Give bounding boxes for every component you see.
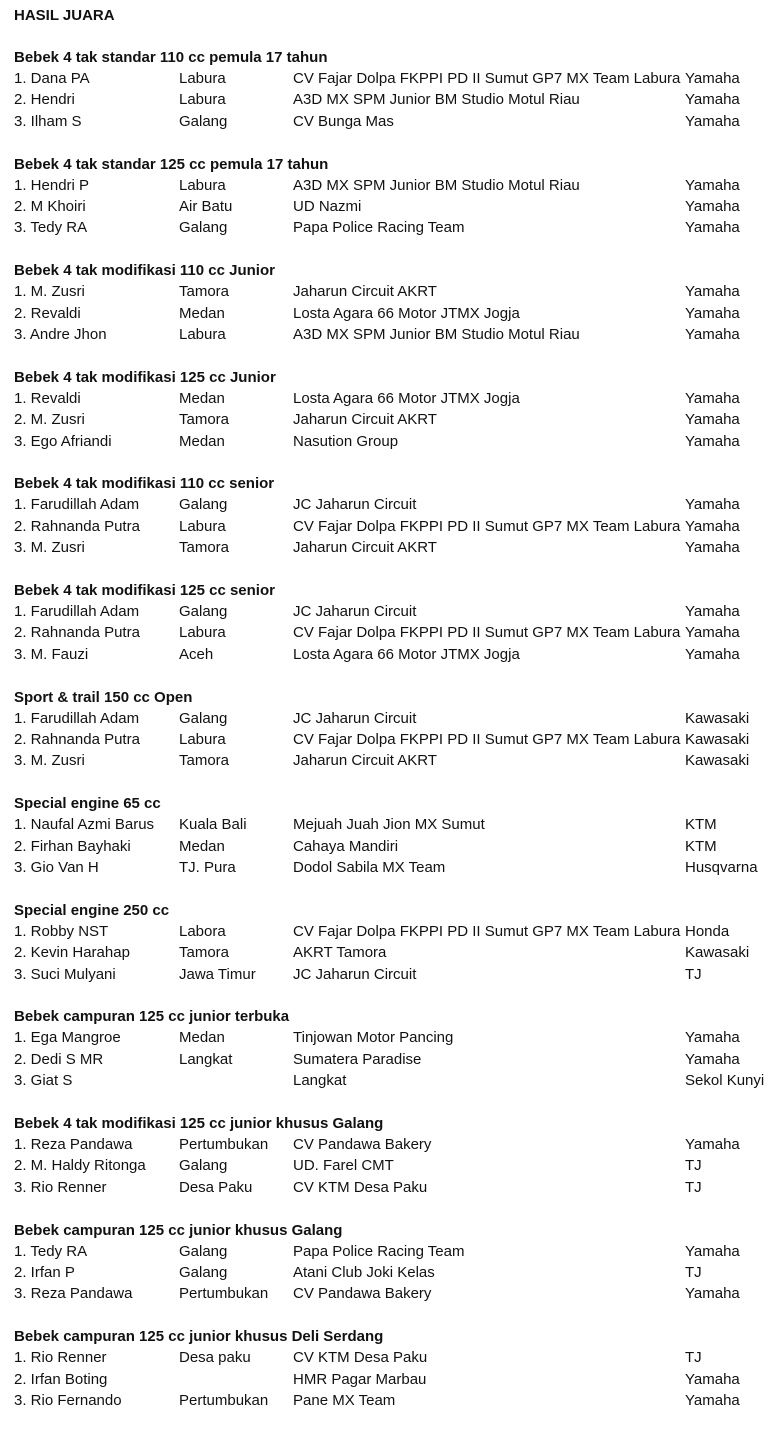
rider-origin: Tamora (179, 752, 230, 770)
result-row (14, 281, 774, 302)
motorcycle-brand: KTM (685, 837, 717, 855)
motorcycle-brand: Yamaha (685, 1370, 740, 1388)
motorcycle-brand: Yamaha (685, 197, 740, 215)
rider-team: Papa Police Racing Team (293, 1242, 465, 1260)
motorcycle-brand: Yamaha (685, 432, 740, 450)
result-row (14, 1390, 774, 1411)
rider-team: Mejuah Juah Jion MX Sumut (293, 816, 485, 834)
rider-name: 3. Giat S (14, 1072, 73, 1090)
result-row (14, 1049, 774, 1070)
result-row (14, 89, 774, 110)
result-row (14, 942, 774, 963)
category-block (14, 473, 774, 558)
result-row (14, 857, 774, 878)
rider-name: 1. Dana PA (14, 70, 90, 87)
motorcycle-brand: TJ (685, 1349, 702, 1367)
rider-name: 2. Irfan Boting (14, 1370, 108, 1388)
rider-name: 2. M Khoiri (14, 197, 86, 215)
rider-origin: Pertumbukan (179, 1136, 269, 1153)
rider-origin: Galang (179, 1157, 228, 1175)
result-row (14, 1283, 774, 1304)
category-block (14, 580, 774, 665)
rider-team: Cahaya Mandiri (293, 837, 399, 855)
rider-origin: Pertumbukan (179, 1285, 269, 1303)
rider-team: JC Jaharun Circuit (293, 709, 417, 727)
category-title: Bebek 4 tak modifikasi 125 cc Junior (14, 368, 276, 386)
category-title: Bebek campuran 125 cc junior khusus Deli Serdang (14, 1328, 384, 1346)
rider-team: Tinjowan Motor Pancing (293, 1029, 454, 1047)
motorcycle-brand: Yamaha (685, 1391, 740, 1409)
rider-team: A3D MX SPM Junior BM Studio Motul Riau (293, 325, 580, 343)
rider-team: Langkat (293, 1072, 347, 1090)
rider-origin: Desa Paku (179, 1178, 253, 1196)
result-row (14, 729, 774, 750)
motorcycle-brand: Yamaha (685, 603, 740, 620)
category-block (14, 793, 774, 878)
rider-origin: Tamora (179, 283, 230, 301)
rider-name: 2. Firhan Bayhaki (14, 837, 131, 855)
result-row (14, 708, 774, 729)
rider-origin: Galang (179, 496, 228, 514)
motorcycle-brand: Yamaha (685, 539, 740, 557)
motorcycle-brand: Yamaha (685, 70, 740, 87)
category-title: Bebek 4 tak modifikasi 110 cc senior (14, 475, 275, 493)
category-title: Bebek 4 tak standar 125 cc pemula 17 tahun (14, 155, 329, 173)
rider-name: 1. Tedy RA (14, 1242, 88, 1260)
rider-team: UD Nazmi (293, 197, 362, 215)
motorcycle-brand: Yamaha (685, 517, 740, 535)
motorcycle-brand: Yamaha (685, 389, 740, 407)
rider-team: Jaharun Circuit AKRT (293, 411, 437, 429)
rider-team: CV Fajar Dolpa FKPPI PD II Sumut GP7 MX Team Labura (293, 922, 681, 940)
rider-name: 2. Rahnanda Putra (14, 730, 140, 748)
result-row (14, 1070, 774, 1091)
category-block (14, 47, 774, 132)
motorcycle-brand: Yamaha (685, 283, 740, 301)
category-block (14, 367, 774, 452)
motorcycle-brand: Kawasaki (685, 709, 750, 727)
rider-origin: Galang (179, 709, 228, 727)
motorcycle-brand: Yamaha (685, 219, 740, 237)
rider-team: Dodol Sabila MX Team (293, 858, 446, 876)
rider-team: A3D MX SPM Junior BM Studio Motul Riau (293, 176, 580, 194)
rider-origin: Galang (179, 219, 228, 237)
rider-origin: TJ. Pura (179, 858, 236, 876)
result-row (14, 1347, 774, 1368)
category-title: Bebek 4 tak modifikasi 110 cc Junior (14, 262, 275, 280)
rider-origin: Labura (179, 730, 226, 748)
rider-origin: Labura (179, 70, 226, 87)
rider-name: 1. Hendri P (14, 176, 90, 194)
rider-name: 1. M. Zusri (14, 283, 85, 301)
category-title: Bebek campuran 125 cc junior terbuka (14, 1008, 290, 1026)
rider-origin: Tamora (179, 944, 230, 962)
rider-origin: Galang (179, 112, 228, 130)
motorcycle-brand: Honda (685, 922, 730, 940)
rider-name: 3. Suci Mulyani (14, 965, 116, 983)
category-title: Special engine 65 cc (14, 795, 161, 813)
motorcycle-brand: Yamaha (685, 304, 740, 322)
rider-name: 3. Tedy RA (14, 219, 88, 237)
result-row (14, 111, 774, 132)
rider-name: 2. Irfan P (14, 1263, 75, 1281)
motorcycle-brand: TJ (685, 1178, 702, 1196)
motorcycle-brand: Kawasaki (685, 944, 750, 962)
result-row (14, 1155, 774, 1176)
rider-origin: Labura (179, 624, 226, 642)
rider-team: Losta Agara 66 Motor JTMX Jogja (293, 645, 520, 663)
motorcycle-brand: TJ (685, 1263, 702, 1281)
rider-name: 1. Revaldi (14, 389, 81, 407)
result-row (14, 750, 774, 771)
motorcycle-brand: KTM (685, 816, 717, 834)
rider-name: 3. M. Zusri (14, 539, 85, 557)
rider-origin: Desa paku (179, 1349, 251, 1367)
page-title: HASIL JUARA (14, 7, 115, 24)
result-row (14, 1241, 774, 1262)
result-row (14, 644, 774, 665)
result-row (14, 303, 774, 324)
rider-origin: Jawa Timur (179, 965, 256, 983)
rider-origin: Medan (179, 304, 225, 322)
rider-name: 3. Andre Jhon (14, 325, 107, 343)
result-row (14, 431, 774, 452)
rider-origin: Galang (179, 1242, 228, 1260)
rider-origin: Medan (179, 389, 225, 407)
result-row (14, 1262, 774, 1283)
rider-team: Papa Police Racing Team (293, 219, 465, 237)
motorcycle-brand: Yamaha (685, 1285, 740, 1303)
rider-origin: Medan (179, 837, 225, 855)
rider-origin: Galang (179, 1263, 228, 1281)
result-row (14, 814, 774, 835)
category-title: Bebek 4 tak standar 110 cc pemula 17 tahun (14, 49, 328, 66)
result-row (14, 1027, 774, 1048)
rider-team: HMR Pagar Marbau (293, 1370, 427, 1388)
motorcycle-brand: Yamaha (685, 1050, 740, 1068)
rider-origin: Aceh (179, 645, 214, 663)
rider-name: 3. Rio Fernando (14, 1391, 122, 1409)
rider-name: 3. Reza Pandawa (14, 1285, 133, 1303)
category-title: Bebek 4 tak modifikasi 125 cc junior khusus Galang (14, 1115, 384, 1132)
rider-team: A3D MX SPM Junior BM Studio Motul Riau (293, 91, 580, 109)
result-row (14, 196, 774, 217)
rider-origin: Langkat (179, 1050, 233, 1068)
rider-origin: Kuala Bali (179, 816, 247, 834)
rider-origin: Labura (179, 325, 226, 343)
motorcycle-brand: Yamaha (685, 411, 740, 429)
rider-origin: Pertumbukan (179, 1391, 269, 1409)
rider-team: CV Fajar Dolpa FKPPI PD II Sumut GP7 MX Team Labura (293, 730, 681, 748)
motorcycle-brand: Yamaha (685, 645, 740, 663)
motorcycle-brand: Husqvarna (685, 858, 758, 876)
rider-name: 3. Ego Afriandi (14, 432, 112, 450)
rider-origin: Labura (179, 517, 226, 535)
rider-origin: Medan (179, 1029, 225, 1047)
motorcycle-brand: Kawasaki (685, 730, 750, 748)
rider-origin: Tamora (179, 539, 230, 557)
rider-team: CV Pandawa Bakery (293, 1136, 432, 1153)
rider-team: AKRT Tamora (293, 944, 387, 962)
result-row (14, 622, 774, 643)
result-row (14, 537, 774, 558)
motorcycle-brand: Sekol Kunyi (685, 1072, 765, 1090)
result-row (14, 388, 774, 409)
motorcycle-brand: Yamaha (685, 1136, 740, 1153)
rider-name: 1. Ega Mangroe (14, 1029, 121, 1047)
rider-name: 3. M. Fauzi (14, 645, 89, 663)
rider-name: 3. Gio Van H (14, 858, 99, 876)
result-row (14, 217, 774, 238)
result-row (14, 324, 774, 345)
motorcycle-brand: Yamaha (685, 91, 740, 109)
rider-name: 1. Reza Pandawa (14, 1136, 133, 1153)
rider-name: 3. Ilham S (14, 112, 82, 130)
rider-name: 1. Rio Renner (14, 1349, 107, 1367)
rider-name: 1. Farudillah Adam (14, 603, 140, 620)
rider-name: 2. Kevin Harahap (14, 944, 130, 962)
category-block (14, 154, 774, 239)
result-row (14, 175, 774, 196)
rider-name: 3. M. Zusri (14, 752, 85, 770)
rider-team: Jaharun Circuit AKRT (293, 539, 437, 557)
rider-team: JC Jaharun Circuit (293, 603, 417, 620)
result-row (14, 921, 774, 942)
rider-team: JC Jaharun Circuit (293, 965, 417, 983)
rider-name: 2. Hendri (14, 91, 75, 109)
rider-team: CV Pandawa Bakery (293, 1285, 432, 1303)
rider-team: Losta Agara 66 Motor JTMX Jogja (293, 389, 520, 407)
rider-team: Losta Agara 66 Motor JTMX Jogja (293, 304, 520, 322)
rider-team: Nasution Group (293, 432, 399, 450)
result-row (14, 68, 774, 89)
result-row (14, 494, 774, 515)
result-row (14, 1177, 774, 1198)
category-block (14, 1326, 774, 1411)
result-row (14, 836, 774, 857)
rider-name: 2. Rahnanda Putra (14, 624, 140, 642)
result-row (14, 964, 774, 985)
rider-team: UD. Farel CMT (293, 1157, 394, 1175)
rider-name: 2. M. Zusri (14, 411, 85, 429)
category-title: Special engine 250 cc (14, 901, 170, 919)
motorcycle-brand: Yamaha (685, 624, 740, 642)
rider-name: 3. Rio Renner (14, 1178, 107, 1196)
category-block (14, 687, 774, 772)
motorcycle-brand: Yamaha (685, 496, 740, 514)
rider-origin: Galang (179, 603, 228, 620)
rider-name: 2. Rahnanda Putra (14, 517, 140, 535)
rider-team: JC Jaharun Circuit (293, 496, 417, 514)
result-row (14, 516, 774, 537)
result-row (14, 1369, 774, 1390)
motorcycle-brand: Yamaha (685, 1029, 740, 1047)
motorcycle-brand: Yamaha (685, 176, 740, 194)
rider-team: CV KTM Desa Paku (293, 1349, 428, 1367)
rider-team: CV Fajar Dolpa FKPPI PD II Sumut GP7 MX Team Labura (293, 70, 681, 87)
rider-team: Sumatera Paradise (293, 1050, 422, 1068)
rider-origin: Labura (179, 91, 226, 109)
category-block (14, 900, 774, 985)
rider-team: CV Bunga Mas (293, 112, 394, 130)
rider-team: CV KTM Desa Paku (293, 1178, 428, 1196)
category-block (14, 1113, 774, 1198)
rider-origin: Labora (179, 922, 226, 940)
rider-name: 2. M. Haldy Ritonga (14, 1157, 146, 1175)
rider-origin: Medan (179, 432, 225, 450)
category-title: Bebek campuran 125 cc junior khusus Galang (14, 1221, 343, 1239)
rider-team: Jaharun Circuit AKRT (293, 283, 437, 301)
rider-team: CV Fajar Dolpa FKPPI PD II Sumut GP7 MX Team Labura (293, 624, 681, 642)
rider-origin: Labura (179, 176, 226, 194)
rider-name: 1. Farudillah Adam (14, 496, 140, 514)
rider-team: CV Fajar Dolpa FKPPI PD II Sumut GP7 MX Team Labura (293, 517, 681, 535)
rider-name: 2. Revaldi (14, 304, 81, 322)
motorcycle-brand: Yamaha (685, 1242, 740, 1260)
category-block (14, 1006, 774, 1091)
rider-name: 1. Naufal Azmi Barus (14, 816, 155, 834)
rider-team: Pane MX Team (293, 1391, 396, 1409)
motorcycle-brand: Yamaha (685, 112, 740, 130)
motorcycle-brand: Yamaha (685, 325, 740, 343)
rider-origin: Tamora (179, 411, 230, 429)
motorcycle-brand: TJ (685, 965, 702, 983)
category-title: Sport & trail 150 cc Open (14, 688, 193, 706)
category-block (14, 260, 774, 345)
motorcycle-brand: TJ (685, 1157, 702, 1175)
category-block (14, 1220, 774, 1305)
motorcycle-brand: Kawasaki (685, 752, 750, 770)
rider-origin: Air Batu (179, 197, 233, 215)
result-row (14, 1134, 774, 1155)
result-row (14, 601, 774, 622)
rider-team: Atani Club Joki Kelas (293, 1263, 435, 1281)
category-title: Bebek 4 tak modifikasi 125 cc senior (14, 582, 275, 599)
rider-team: Jaharun Circuit AKRT (293, 752, 437, 770)
rider-name: 2. Dedi S MR (14, 1050, 104, 1068)
rider-name: 1. Farudillah Adam (14, 709, 140, 727)
rider-name: 1. Robby NST (14, 922, 109, 940)
result-row (14, 409, 774, 430)
